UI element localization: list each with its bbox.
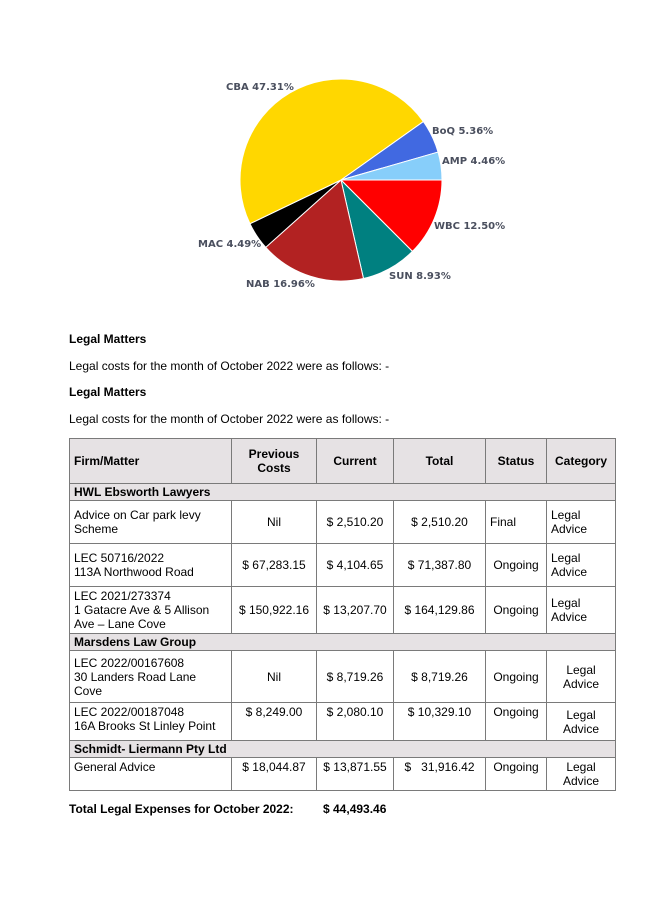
firm-name: Marsdens Law Group <box>70 634 616 651</box>
table-row <box>70 758 616 791</box>
table-row <box>70 587 616 634</box>
table-row <box>70 651 616 703</box>
total-expenses-label: Total Legal Expenses for October 2022: <box>69 802 294 816</box>
previous-cell: Nil <box>232 651 317 703</box>
total-cell: $ 8,719.26 <box>394 651 486 703</box>
header-status: Status <box>486 439 547 484</box>
legal-costs-table <box>69 438 616 791</box>
pie-label-boq: BoQ 5.36% <box>432 126 494 137</box>
status-cell: Final <box>486 501 547 544</box>
previous-cell: Nil <box>232 501 317 544</box>
status-cell: Ongoing <box>486 703 547 741</box>
category-cell: Legal Advice <box>547 587 616 634</box>
matter-cell: Advice on Car park levy Scheme <box>70 501 232 544</box>
matter-cell: LEC 2021/273374 1 Gatacre Ave & 5 Allison Ave – Lane Cove <box>70 587 232 634</box>
pie-label-mac: MAC 4.49% <box>198 239 262 250</box>
matter-cell: LEC 2022/00167608 30 Landers Road Lane Cove <box>70 651 232 703</box>
category-cell: Legal Advice <box>547 651 616 703</box>
total-cell: $ 71,387.80 <box>394 544 486 587</box>
category-cell: Legal Advice <box>547 758 616 791</box>
matter-cell: General Advice <box>70 758 232 791</box>
table-row <box>70 544 616 587</box>
total-cell: $ 10,329.10 <box>394 703 486 741</box>
current-cell: $ 13,207.70 <box>317 587 394 634</box>
total-cell: $ 31,916.42 <box>394 758 486 791</box>
table-row <box>70 703 616 741</box>
table-header-row <box>70 439 616 484</box>
header-current: Current <box>317 439 394 484</box>
category-cell: Legal Advice <box>547 544 616 587</box>
status-cell: Ongoing <box>486 651 547 703</box>
matter-cell: LEC 50716/2022 113A Northwood Road <box>70 544 232 587</box>
firm-name: HWL Ebsworth Lawyers <box>70 484 616 501</box>
table-row <box>70 501 616 544</box>
market-share-pie-chart <box>0 0 645 300</box>
firm-name: Schmidt- Liermann Pty Ltd <box>70 741 616 758</box>
section-text: Legal costs for the month of October 2022 were as follows: - <box>69 359 390 373</box>
previous-cell: $ 18,044.87 <box>232 758 317 791</box>
total-cell: $ 2,510.20 <box>394 501 486 544</box>
matter-cell: LEC 2022/00187048 16A Brooks St Linley Point <box>70 703 232 741</box>
status-cell: Ongoing <box>486 758 547 791</box>
status-cell: Ongoing <box>486 544 547 587</box>
current-cell: $ 8,719.26 <box>317 651 394 703</box>
header-total: Total <box>394 439 486 484</box>
pie-label-wbc: WBC 12.50% <box>434 221 506 232</box>
previous-cell: $ 8,249.00 <box>232 703 317 741</box>
current-cell: $ 2,510.20 <box>317 501 394 544</box>
previous-cell: $ 150,922.16 <box>232 587 317 634</box>
firm-group-row <box>70 741 616 758</box>
section-text: Legal costs for the month of October 2022 were as follows: - <box>69 412 390 426</box>
firm-group-row <box>70 634 616 651</box>
current-cell: $ 13,871.55 <box>317 758 394 791</box>
header-firm-matter: Firm/Matter <box>70 439 232 484</box>
pie-label-sun: SUN 8.93% <box>389 271 451 282</box>
category-cell: Legal Advice <box>547 703 616 741</box>
section-heading: Legal Matters <box>69 332 147 346</box>
total-expenses-value: $ 44,493.46 <box>323 802 387 816</box>
firm-group-row <box>70 484 616 501</box>
header-previous-costs: Previous Costs <box>232 439 317 484</box>
previous-cell: $ 67,283.15 <box>232 544 317 587</box>
pie-label-amp: AMP 4.46% <box>442 156 506 167</box>
header-category: Category <box>547 439 616 484</box>
pie-label-nab: NAB 16.96% <box>246 279 315 290</box>
pie-label-cba: CBA 47.31% <box>226 82 294 93</box>
status-cell: Ongoing <box>486 587 547 634</box>
current-cell: $ 2,080.10 <box>317 703 394 741</box>
section-heading: Legal Matters <box>69 385 147 399</box>
current-cell: $ 4,104.65 <box>317 544 394 587</box>
total-cell: $ 164,129.86 <box>394 587 486 634</box>
category-cell: Legal Advice <box>547 501 616 544</box>
